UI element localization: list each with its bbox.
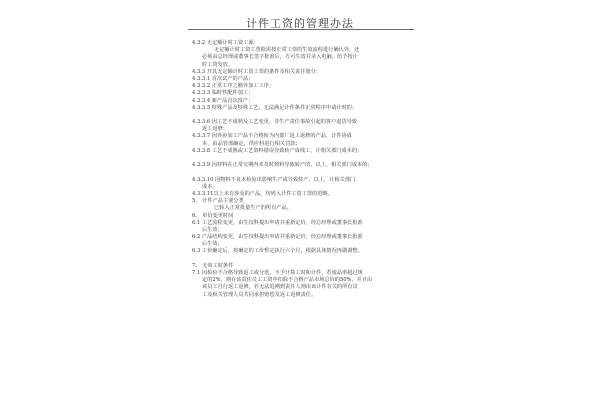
body-line: 时工资发放。 <box>202 61 234 68</box>
body-line: 4.3.3 开具无定额计时工资工票的条件及相关责任划分： <box>192 68 321 75</box>
blank-line <box>192 169 422 176</box>
title-underline <box>188 29 414 30</box>
body-line: 无定额计时工资工票除需按正常工票的生效流程进行确认外，还 <box>214 47 360 54</box>
body-line: 4.3.3.1 首次试产的产品； <box>192 75 254 82</box>
body-line: 7.1 因检验不合格导致返工或分选，不予计算工时和计件，若废品率超过规 <box>192 270 363 276</box>
body-line: 6.2 产品结构变更，由生技科提出申请并重新定价，经总经理或董事长批准 <box>192 234 363 241</box>
body-line: 4.3.3.5 特殊产品及特殊工艺，无法满足计件条件正常程序申请计时的； <box>192 104 358 111</box>
body-line: 5、 计件产品主要分类 <box>192 198 244 205</box>
body-line: 必须由总经理或董事长签字批准后，方可生效并录入电脑，给予按计 <box>202 54 358 61</box>
body-line: 该员工自行返工返修。若无法追溯到责任人则由该计件有关的所有员 <box>202 284 358 291</box>
body-line: 6.1 工艺流程变更，由生技科提出申请并重新定价，经总经理或董事长批准 <box>192 219 363 226</box>
body-line: 4.3.3.10 因物料不良未检验出影响生产或导致转产，以上，计相关部门 <box>192 176 356 183</box>
body-line: 已转入正常批量生产的所有产品。 <box>214 205 292 212</box>
document-body <box>192 40 422 299</box>
body-line: 4.3.3.2 正常工序之额外加工工序； <box>192 83 275 90</box>
body-line: 4.3.3.9 因材料在正常交期内未及时到料导致转产的，以上，相关部门成本的； <box>192 162 373 169</box>
body-line: 4.3.3.6 因工艺不成熟及工艺变更，非生产责任事故引起的客户退货导致 <box>192 119 358 126</box>
body-line: 4.3.3.4 新产品首次投产； <box>192 97 254 104</box>
body-line: 返工返修； <box>202 126 228 133</box>
body-line: 4.3.3.8 工艺不成熟或工艺资料错误导致转产成线工，计相关部门成本的； <box>192 147 363 154</box>
body-line: 6、 单价变更时间 <box>192 212 234 219</box>
body-line: 4.3.3.3 临时性配件加工； <box>192 90 254 97</box>
document-title: 计件工资的管理办法 <box>246 17 354 30</box>
blank-line <box>192 112 422 119</box>
body-line: 后生效； <box>202 241 223 248</box>
body-line: 4.3.3.7 因外协加工产品不合格转为内部厂返工返修的产品，计件协成 <box>192 133 352 140</box>
body-line: 4.3.2 无定额计时工资工源： <box>192 40 259 46</box>
body-line: 定的2%，则在该责任员工工资中扣除不合格产品市场总价的50%，并且由 <box>202 277 373 284</box>
body-line: 4.3.3.11以上未有涉及的产品，均列入计件工资工票的范畴。 <box>192 190 333 197</box>
blank-line <box>192 256 422 263</box>
body-line: 7、 无效工时条件 <box>192 262 234 269</box>
body-line: 6.3 工价确定后，按确定的工价暂定执行六个月，根据具体情况再做调整。 <box>192 248 363 255</box>
body-line: 后生效； <box>202 226 223 233</box>
body-line: 本，由品管部确定，供应科进行相关罚款； <box>202 140 301 147</box>
body-line: 工及相关管理人员共同承担赔偿及返工返修责任。 <box>202 291 317 298</box>
body-line: 成本。 <box>202 183 218 190</box>
